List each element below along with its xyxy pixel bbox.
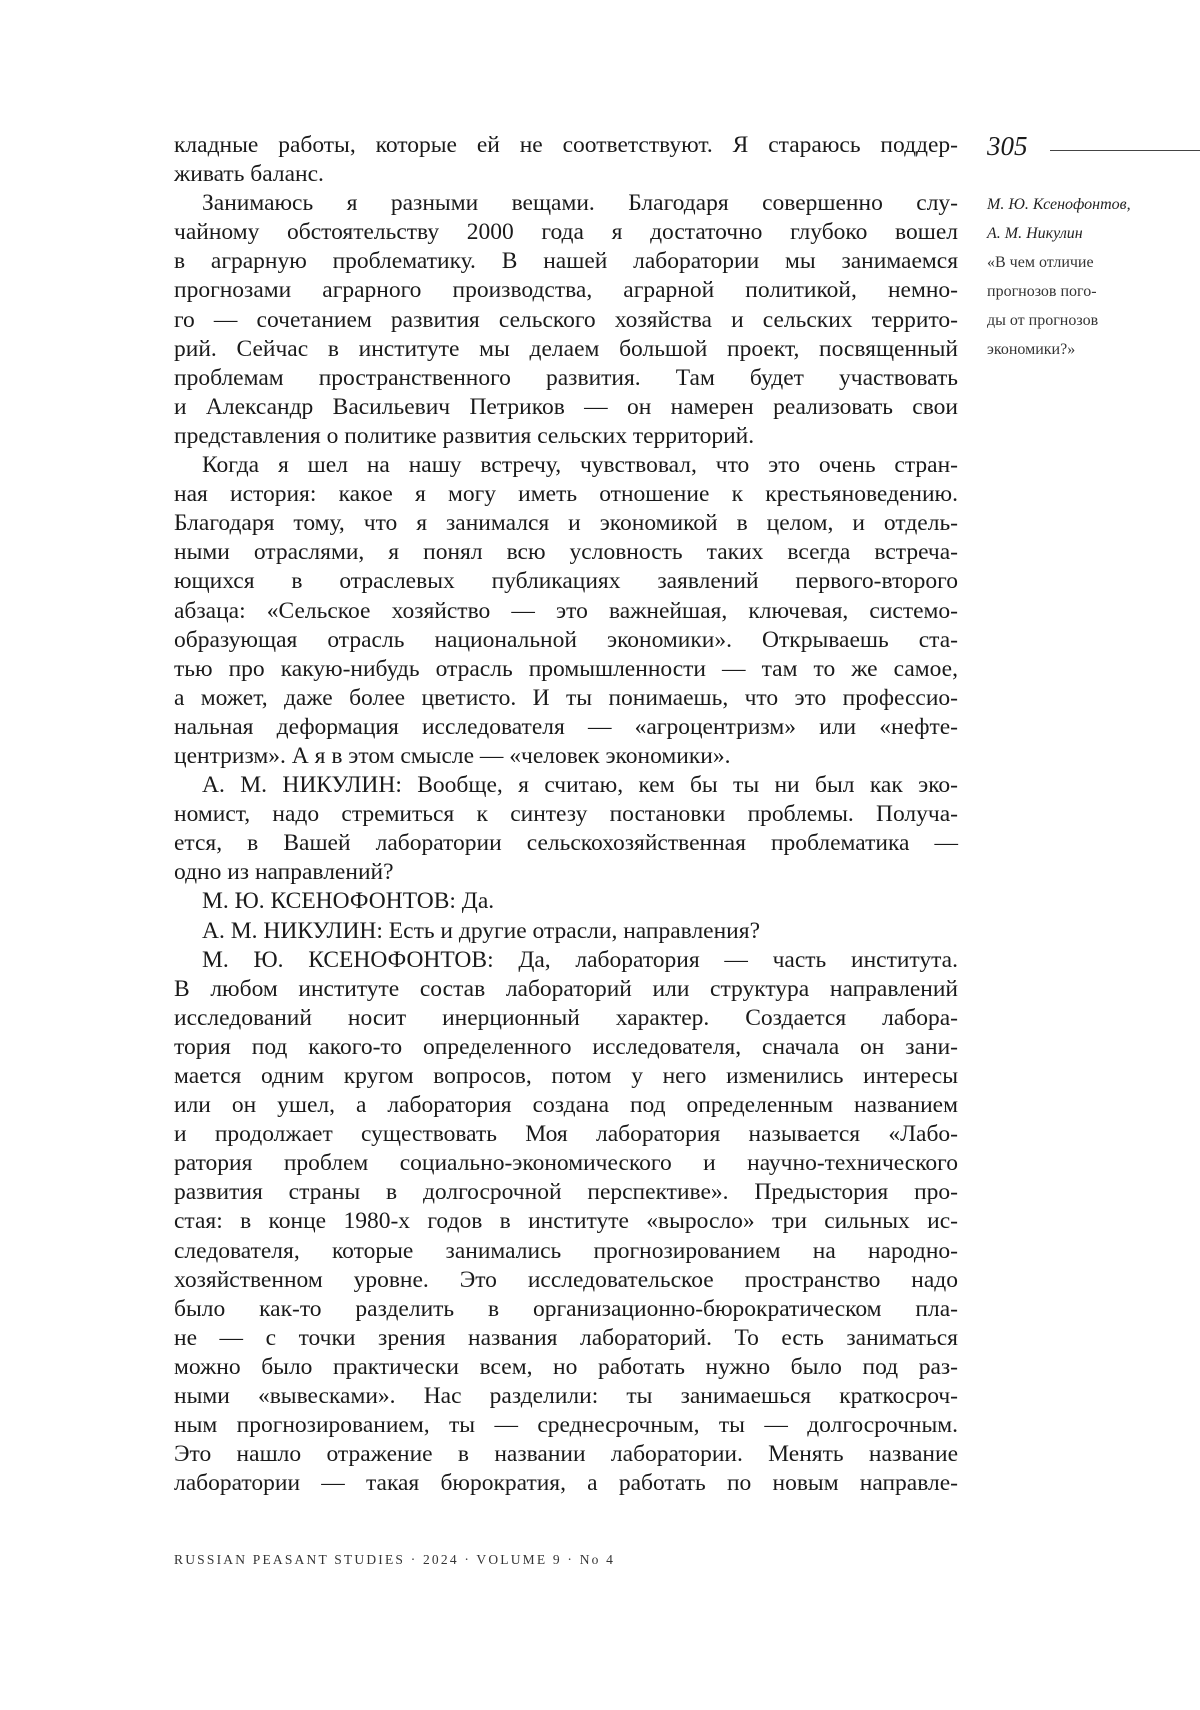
sidebar-title-line: экономики?» [987, 341, 1076, 359]
text-line: М. Ю. КСЕНОФОНТОВ: Да, лаборатория — часть института. [202, 946, 958, 973]
sidebar-author: М. Ю. Ксенофонтов, [987, 196, 1131, 213]
text-line: номист, надо стремиться к синтезу постановки проблемы. Получа- [174, 801, 958, 828]
text-line: ющихся в отраслевых публикациях заявлений первого-второго [174, 568, 958, 595]
text-line: а может, даже более цветисто. И ты понимаешь, что это профессио- [174, 684, 958, 711]
text-line: Когда я шел на нашу встречу, чувствовал, что это очень стран- [202, 452, 958, 479]
text-line: развития страны в долгосрочной перспективе». Предыстория про- [174, 1179, 958, 1206]
text-line: Занимаюсь я разными вещами. Благодаря совершенно слу- [202, 190, 958, 217]
text-line: в аграрную проблематику. В нашей лаборатории мы занимаемся [174, 248, 958, 275]
text-line: лаборатории — такая бюрократия, а работать по новым направле- [174, 1470, 958, 1497]
text-line: го — сочетанием развития сельского хозяйства и сельских террито- [174, 306, 958, 333]
text-line: тория под какого-то определенного исследователя, сначала он зани- [174, 1033, 958, 1060]
journal-footer: RUSSIAN PEASANT STUDIES · 2024 · VOLUME 9 · No 4 [174, 1552, 616, 1567]
text-line: ными отраслями, я понял всю условность таких всегда встреча- [174, 539, 958, 566]
text-line: хозяйственном уровне. Это исследовательское пространство надо [174, 1266, 958, 1293]
text-line: чайному обстоятельству 2000 года я достаточно глубоко вошел [174, 219, 958, 246]
text-line: ная история: какое я могу иметь отношение к крестьяноведению. [174, 481, 958, 508]
header-rule [1050, 150, 1200, 151]
article-body [174, 131, 958, 1498]
text-line: абзаца: «Сельское хозяйство — это важнейшая, ключевая, системо- [174, 597, 958, 624]
text-line: кладные работы, которые ей не соответствуют. Я стараюсь поддер- [174, 132, 958, 158]
text-line: не — с точки зрения названия лабораторий. То есть заниматься [174, 1324, 958, 1351]
text-line: исследований носит инерционный характер. Создается лабора- [174, 1004, 958, 1031]
text-line: центризм». А я в этом смысле — «человек экономики». [174, 742, 731, 769]
text-line: мается одним кругом вопросов, потом у него изменились интересы [174, 1063, 958, 1089]
text-line: А. М. НИКУЛИН: Вообще, я считаю, кем бы ты ни был как эко- [202, 772, 958, 799]
text-line: прогнозами аграрного производства, аграрной политикой, немно- [174, 277, 958, 304]
page-number: 305 [987, 131, 1028, 161]
text-line: тью про какую-нибудь отрасль промышленности — там то же самое, [174, 655, 958, 682]
text-line: представления о политике развития сельских территорий. [174, 422, 755, 449]
text-line: Благодаря тому, что я занимался и экономикой в целом, и отдель- [174, 510, 958, 537]
text-line: или он ушел, а лаборатория создана под определенным названием [174, 1092, 958, 1119]
text-line: стая: в конце 1980-х годов в институте «выросло» три сильных ис- [174, 1208, 958, 1235]
running-sidebar [987, 190, 1197, 365]
text-line: можно было практически всем, но работать нужно было под раз- [174, 1353, 958, 1380]
text-line: ным прогнозированием, ты — среднесрочным, ты — долгосрочным. [174, 1412, 958, 1439]
text-line: нальная деформация исследователя — «агроцентризм» или «нефте- [174, 713, 958, 740]
text-line: и Александр Васильевич Петриков — он намерен реализовать свои [174, 393, 958, 420]
sidebar-author: А. М. Никулин [987, 225, 1083, 243]
text-line: М. Ю. КСЕНОФОНТОВ: Да. [202, 888, 495, 915]
text-line: В любом институте состав лабораторий или структура направлений [174, 975, 958, 1002]
text-line: А. М. НИКУЛИН: Есть и другие отрасли, направления? [202, 917, 760, 944]
text-line: рий. Сейчас в институте мы делаем большой проект, посвященный [174, 335, 958, 362]
sidebar-title-line: прогнозов пого- [987, 283, 1097, 301]
text-line: проблемам пространственного развития. Там будет участвовать [174, 364, 958, 391]
text-line: следователя, которые занимались прогнозированием на народно- [174, 1237, 958, 1264]
text-line: живать баланс. [174, 161, 324, 188]
text-line: Это нашло отражение в названии лаборатории. Менять название [174, 1441, 958, 1468]
text-line: и продолжает существовать Моя лаборатория называется «Лабо- [174, 1121, 958, 1148]
text-line: ется, в Вашей лаборатории сельскохозяйственная проблематика — [174, 830, 958, 857]
text-line: ными «вывесками». Нас разделили: ты занимаешься краткосроч- [174, 1383, 958, 1410]
sidebar-title-line: ды от прогнозов [987, 312, 1099, 330]
text-line: было как-то разделить в организационно-бюрократическом пла- [174, 1295, 958, 1322]
text-line: одно из направлений? [174, 859, 394, 886]
text-line: ратория проблем социально-экономического и научно-технического [174, 1150, 958, 1177]
text-line: образующая отрасль национальной экономики». Открываешь ста- [174, 626, 958, 653]
sidebar-title-line: «В чем отличие [987, 254, 1094, 272]
